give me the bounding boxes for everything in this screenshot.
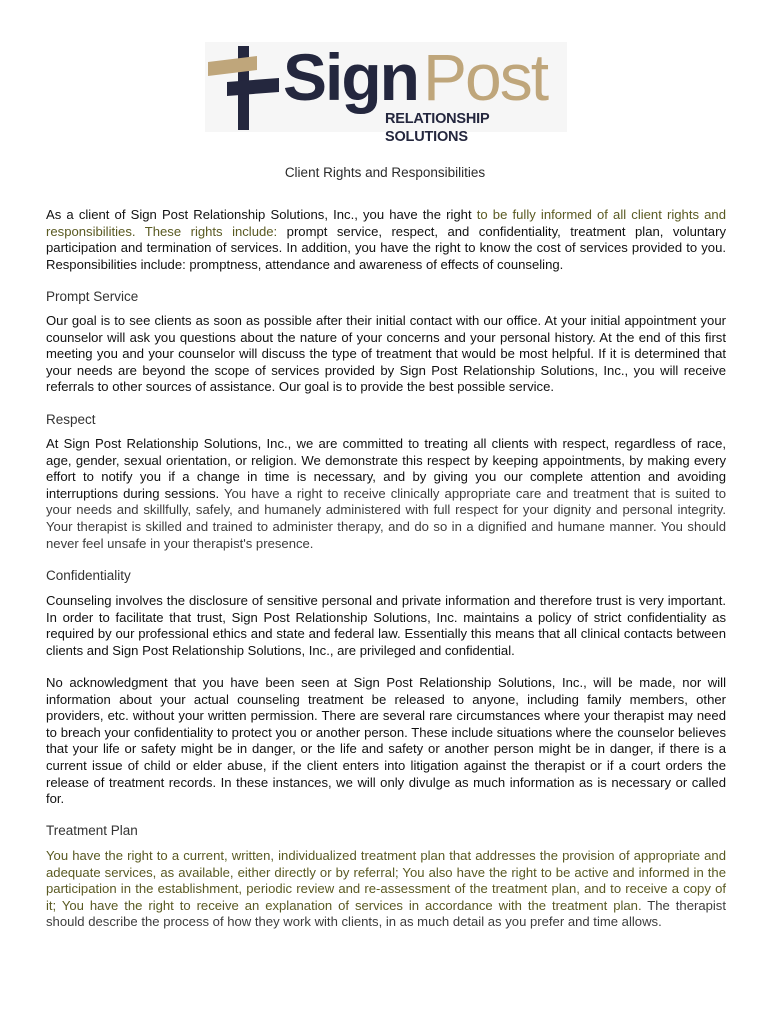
document-title: Client Rights and Responsibilities [284, 165, 486, 180]
treatment-plan-heading: Treatment Plan [46, 823, 138, 838]
respect-text-1: At Sign Post Relationship Solutions, Inc., we are committed to treating all clients with respect, regardless of race, age, gender, sexual orientation, or religion. We demonstrate this respect by keeping appointments, by making every effort to notify you if a change in time is necessary, and by giving you our complete attention and avoiding interruptions during sessions. [46, 436, 726, 501]
prompt-service-paragraph: Our goal is to see clients as soon as possible after their initial contact with our office. At your initial appointment your counselor will ask you questions about the nature of your concerns and your personal history. At the end of this first meeting you and your counselor will discuss the type of treatment that would be most helpful. If it is determined that your needs are beyond the scope of services provided by Sign Post Relationship Solutions, Inc., you will receive referrals to other sources of assistance. Our goal is to provide the best possible service. [46, 313, 726, 395]
intro-text-3: prompt service, respect, and confidentiality, treatment plan, voluntary participation and termination of services. In addition, you have the right to know the cost of services provided to you. Responsibilities include: promptness, attendance and awareness of effects of counseling. [46, 223, 726, 272]
intro-paragraph [46, 207, 726, 273]
respect-text-2: You have a right to receive clinically appropriate care and treatment that is suited to your needs and skillfully, safely, and humanely administered with full respect for your dignity and personal integrity. Your therapist is skilled and trained to administer therapy, and do so in a dignified and humane manner. You should never feel unsafe in your therapist's presence. [46, 485, 726, 551]
confidentiality-paragraph-1: Counseling involves the disclosure of sensitive personal and private information and therefore trust is very important. In order to facilitate that trust, Sign Post Relationship Solutions, Inc. maintains a policy of strict confidentiality as required by our professional ethics and state and federal law. Essentially this means that all clinical contacts between clients and Sign Post Relationship Solutions, Inc., are privileged and confidential. [46, 593, 726, 658]
respect-paragraph [46, 436, 726, 552]
confidentiality-paragraph-2: No acknowledgment that you have been seen at Sign Post Relationship Solutions, Inc., will be made, nor will information about your actual counseling treatment be released to anyone, including family members, other providers, etc. without your written permission. There are several rare circumstances where your therapist may need to breach your confidentiality to protect you or another person. These include situations where the counselor believes that your life or safety might be in danger, or the life and safety or another person might be in danger, if there is a current issue of child or elder abuse, if the client enters into litigation against the therapist or if a court orders the release of treatment records. In these instances, we will only divulge as much information as is necessary or called for. [46, 675, 726, 807]
treatment-plan-text-2: The therapist should describe the process of how they work with clients, in as much detail as you prefer and time allows. [46, 897, 726, 930]
logo-word-sign: Sign [283, 40, 418, 114]
intro-text-2: to be fully informed of all client rights and responsibilities. These rights include: [46, 207, 726, 239]
prompt-service-heading: Prompt Service [46, 289, 139, 304]
signpost-icon [205, 42, 285, 132]
treatment-plan-text-1: You have the right to a current, written, individualized treatment plan that addresses the provision of appropriate and adequate services, as available, either directly or by referral; You also have the right to be active and informed in the participation in the establishment, periodic review and re-assessment of the treatment plan, and to receive a copy of it; You have the right to receive an explanation of services in accordance with the treatment plan. [46, 848, 726, 913]
treatment-plan-paragraph [46, 848, 726, 931]
respect-body [46, 436, 726, 552]
logo-tagline: RELATIONSHIP SOLUTIONS [385, 111, 490, 145]
prompt-service-section [46, 289, 726, 304]
confidentiality-body-1 [46, 593, 726, 659]
signpost-logo [205, 40, 567, 145]
prompt-service-body [46, 313, 726, 396]
respect-heading: Respect [46, 412, 96, 427]
treatment-plan-section [46, 823, 726, 838]
confidentiality-heading: Confidentiality [46, 568, 131, 583]
intro-text-1: As a client of Sign Post Relationship Solutions, Inc., you have the right [46, 207, 477, 222]
confidentiality-body-2 [46, 675, 726, 808]
logo-word-post: Post [423, 40, 548, 114]
confidentiality-section [46, 568, 726, 583]
respect-section [46, 412, 726, 427]
treatment-plan-body [46, 848, 726, 931]
intro-section [46, 207, 726, 273]
